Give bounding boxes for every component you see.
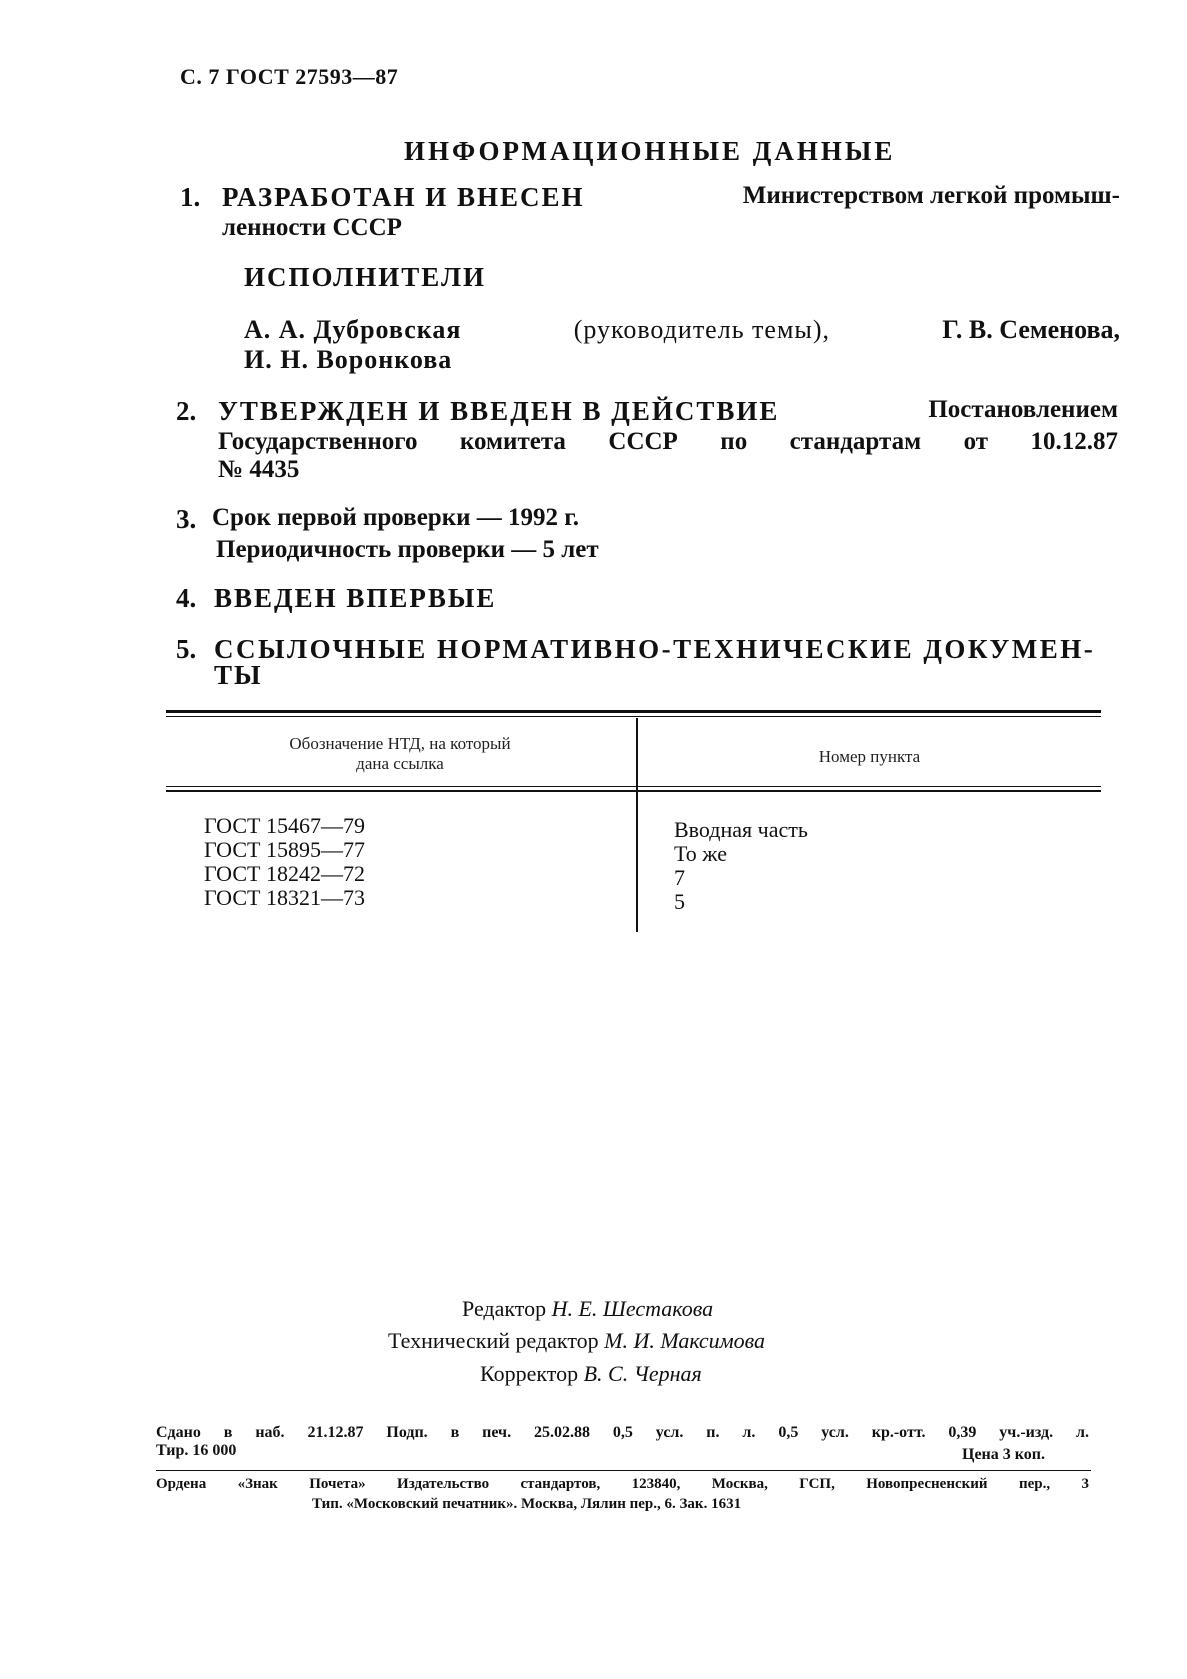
- table-cell-clause: То же: [674, 841, 727, 866]
- header-text: Обозначение НТД, на который: [289, 734, 511, 753]
- table-cell-ntd: ГОСТ 18242—72: [204, 861, 365, 886]
- section-1-line1: [222, 182, 1120, 213]
- credit-name: В. С. Черная: [583, 1361, 702, 1386]
- executor-name: А. А. Дубровская: [244, 315, 462, 344]
- credit-tech-editor: [0, 1328, 1187, 1354]
- table-top-rule-thin: [166, 716, 1101, 717]
- table-cell-clause: 7: [674, 865, 685, 890]
- table-cell-ntd: ГОСТ 18321—73: [204, 885, 365, 910]
- section-text-cont: ленности СССР: [222, 214, 402, 241]
- section-heading: ВВЕДЕН ВПЕРВЫЕ: [214, 583, 497, 613]
- section-text: Министерством легкой промыш-: [742, 182, 1120, 209]
- section-text: Периодичность проверки — 5 лет: [216, 536, 599, 563]
- section-number: 5.: [176, 634, 197, 664]
- section-text-cont: Государственного комитета СССР по стандартам от 10.12.87: [218, 428, 1118, 455]
- section-heading: ССЫЛОЧНЫЕ НОРМАТИВНО-ТЕХНИЧЕСКИЕ ДОКУМЕН-: [214, 634, 1096, 664]
- credit-name: М. И. Максимова: [604, 1328, 766, 1353]
- page-reference: С. 7 ГОСТ 27593—87: [180, 64, 399, 89]
- credit-label: Технический редактор: [388, 1328, 599, 1353]
- section-heading-cont: ТЫ: [214, 660, 263, 690]
- credit-label: Редактор: [462, 1296, 547, 1321]
- executors-heading: ИСПОЛНИТЕЛИ: [244, 262, 487, 292]
- section-2-line1: [218, 396, 1118, 427]
- section-text: Постановлением: [928, 396, 1118, 423]
- imprint-divider: [156, 1470, 1091, 1471]
- section-number: 1.: [180, 182, 201, 212]
- table-top-rule: [166, 710, 1101, 713]
- table-header-ntd: [166, 734, 634, 774]
- executor-role: (руководитель темы),: [573, 315, 831, 344]
- section-text-cont: № 4435: [218, 456, 300, 483]
- credit-editor: [0, 1296, 1187, 1322]
- executors-line: [244, 315, 1120, 345]
- section-text: Срок первой проверки — 1992 г.: [212, 504, 580, 531]
- header-text: дана ссылка: [356, 754, 444, 773]
- table-header-clause: Номер пункта: [818, 747, 921, 766]
- table-header-rule: [166, 786, 1101, 787]
- imprint-printer: Тип. «Московский печатник». Москва, Лялин пер., 6. Зак. 1631: [312, 1496, 742, 1512]
- section-number: 4.: [176, 583, 197, 613]
- credit-name: Н. Е. Шестакова: [551, 1296, 714, 1321]
- table-clause-column: [674, 818, 808, 914]
- section-heading: УТВЕРЖДЕН И ВВЕДЕН В ДЕЙСТВИЕ: [218, 396, 780, 426]
- executor-name: Г. В. Семенова,: [942, 315, 1120, 344]
- imprint-publisher: Ордена «Знак Почета» Издательство стандартов, 123840, Москва, ГСП, Новопресненский пер., 3: [156, 1476, 1089, 1492]
- table-cell-ntd: ГОСТ 15467—79: [204, 813, 365, 838]
- executor-name: И. Н. Воронкова: [244, 345, 453, 374]
- table-header-rule-thick: [166, 790, 1101, 792]
- table-ntd-column: [204, 814, 365, 910]
- imprint-circulation: Тир. 16 000: [156, 1442, 237, 1459]
- page-title: ИНФОРМАЦИОННЫЕ ДАННЫЕ: [404, 136, 896, 166]
- section-number: 2.: [176, 396, 197, 426]
- credit-corrector: [0, 1361, 1187, 1387]
- section-heading: РАЗРАБОТАН И ВНЕСЕН: [222, 182, 585, 212]
- imprint-line: Сдано в наб. 21.12.87 Подп. в печ. 25.02.88 0,5 усл. п. л. 0,5 усл. кр.-отт. 0,39 уч.-изд. л.: [156, 1424, 1089, 1441]
- section-number: 3.: [176, 504, 197, 534]
- table-cell-clause: 5: [674, 889, 685, 914]
- table-cell-ntd: ГОСТ 15895—77: [204, 837, 365, 862]
- imprint-price: Цена 3 коп.: [962, 1446, 1045, 1463]
- table-cell-clause: Вводная часть: [674, 817, 808, 842]
- credit-label: Корректор: [480, 1361, 579, 1386]
